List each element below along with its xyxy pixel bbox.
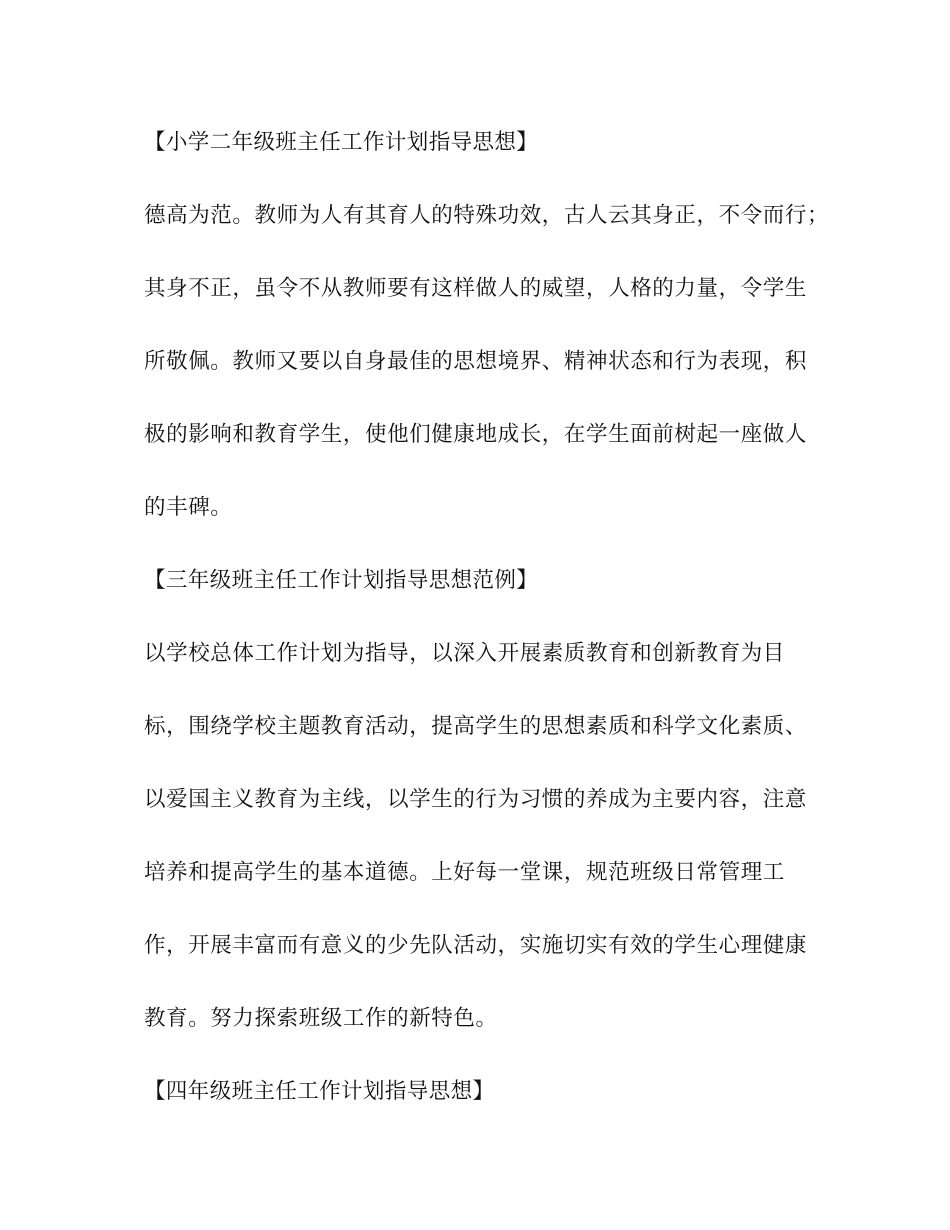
- paragraph-line: 德高为范。教师为人有其育人的特殊功效，古人云其身正，不令而行；: [144, 203, 830, 228]
- section-heading-grade2: 【小学二年级班主任工作计划指导思想】: [144, 130, 539, 155]
- section-heading-grade4: 【四年级班主任工作计划指导思想】: [144, 1079, 495, 1104]
- paragraph-line: 其身不正，虽令不从教师要有这样做人的威望，人格的力量，令学生: [144, 276, 808, 301]
- paragraph-line: 极的影响和教育学生，使他们健康地成长，在学生面前树起一座做人: [144, 422, 808, 447]
- paragraph-line: 作，开展丰富而有意义的少先队活动，实施切实有效的学生心理健康: [144, 933, 808, 958]
- paragraph-line: 教育。努力探索班级工作的新特色。: [144, 1006, 498, 1031]
- paragraph-line: 以学校总体工作计划为指导，以深入开展素质教育和创新教育为目: [144, 641, 785, 666]
- paragraph-line: 所敬佩。教师又要以自身最佳的思想境界、精神状态和行为表现，积: [144, 349, 808, 374]
- paragraph-line: 的丰碑。: [144, 495, 233, 520]
- paragraph-line: 标，围绕学校主题教育活动，提高学生的思想素质和科学文化素质、: [144, 714, 808, 739]
- paragraph-line: 培养和提高学生的基本道德。上好每一堂课，规范班级日常管理工: [144, 860, 785, 885]
- paragraph-line: 以爱国主义教育为主线，以学生的行为习惯的养成为主要内容，注意: [144, 787, 808, 812]
- section-heading-grade3: 【三年级班主任工作计划指导思想范例】: [144, 568, 539, 593]
